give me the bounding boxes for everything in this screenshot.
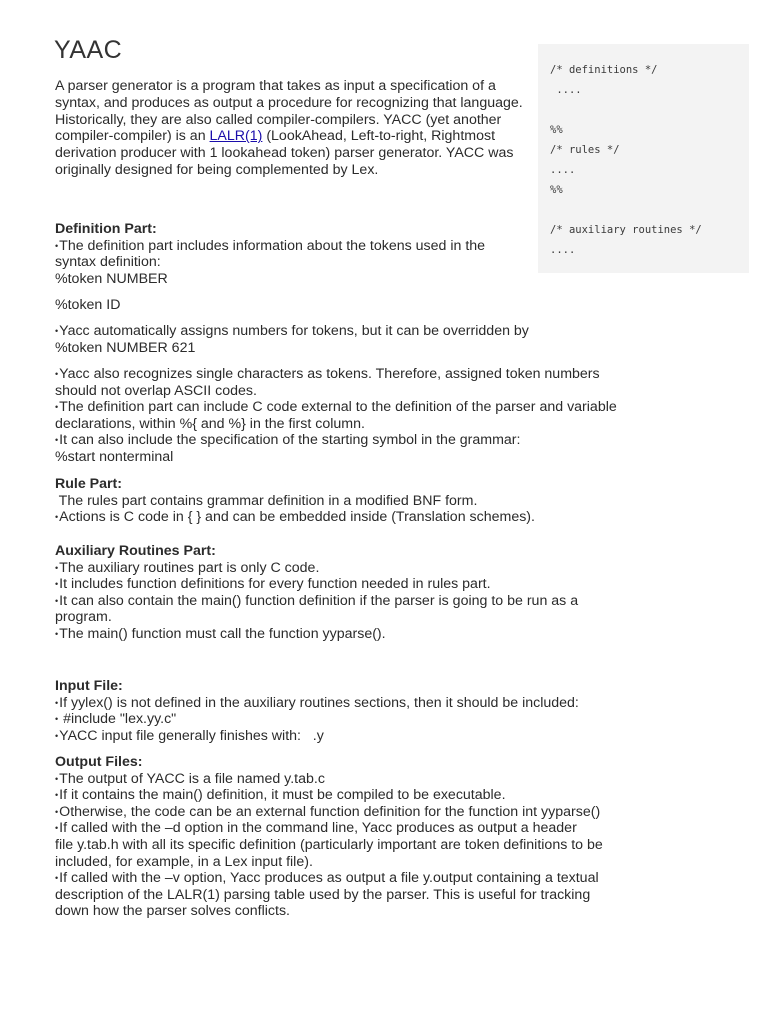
aux-bullet: • The auxiliary routines part is only C code. (55, 560, 705, 577)
input-file-bullet: • If yylex() is not defined in the auxiliary routines sections, then it should be included: (55, 695, 705, 712)
token-621-line: %token NUMBER 621 (55, 339, 196, 356)
output-files-section (55, 754, 705, 920)
definition-bullet: • Yacc automatically assigns numbers for tokens, but it can be overridden by (55, 323, 705, 340)
definition-more (55, 366, 705, 466)
intro-text-continued: (LookAhead, Left-to-right, Rightmost derivation producer with 1 lookahead token) parser generator. YACC was originally designed for being complemented by Lex. (55, 128, 514, 178)
output-files-bullet: • If it contains the main() definition, it must be compiled to be executable. (55, 787, 705, 804)
output-files-text: included, for example, in a Lex input file). (55, 853, 313, 870)
output-files-text: file y.tab.h with all its specific definition (particularly important are token definitions to be (55, 836, 603, 853)
input-file-heading: Input File: (55, 678, 123, 694)
input-file-bullet: • YACC input file generally finishes with: .y (55, 728, 705, 745)
definition-bullet: • Yacc also recognizes single characters as tokens. Therefore, assigned token numbers (55, 366, 705, 383)
intro-paragraph (55, 78, 530, 179)
output-files-bullet: • The output of YACC is a file named y.tab.c (55, 771, 705, 788)
definition-text: should not overlap ASCII codes. (55, 382, 257, 399)
rule-text: The rules part contains grammar definition in a modified BNF form. (55, 492, 478, 509)
start-line: %start nonterminal (55, 448, 174, 465)
aux-bullet: • It includes function definitions for every function needed in rules part. (55, 576, 705, 593)
definition-bullet: • The definition part includes information about the tokens used in the (55, 238, 705, 255)
definition-text: syntax definition: (55, 254, 161, 271)
definition-bullet: • The definition part can include C code external to the definition of the parser and variable (55, 399, 705, 416)
rule-heading: Rule Part: (55, 476, 123, 492)
rule-section (55, 476, 705, 526)
output-files-text: down how the parser solves conflicts. (55, 903, 290, 920)
output-files-bullet: • If called with the –v option, Yacc produces as output a file y.output containing a textual (55, 870, 705, 887)
output-files-bullet: • Otherwise, the code can be an external function definition for the function int yyparse() (55, 804, 705, 821)
intro-text: A parser generator is a program that takes as input a specification of a syntax, and produces as output a procedure for recognizing that language. Historically, they are also called compiler-compilers. YACC (yet another compiler-compiler) is an (55, 78, 523, 145)
aux-bullet: • The main() function must call the function yyparse(). (55, 626, 705, 643)
rule-bullet: • Actions is C code in { } and can be embedded inside (Translation schemes). (55, 509, 705, 526)
input-file-bullet: • #include "lex.yy.c" (55, 711, 705, 728)
definition-text: declarations, within %{ and %} in the first column. (55, 415, 365, 432)
lalr-link[interactable]: LALR(1) (209, 128, 263, 145)
aux-section (55, 543, 705, 643)
output-files-text: description of the LALR(1) parsing table used by the parser. This is useful for tracking (55, 886, 591, 903)
token-id-line: %token ID (55, 297, 121, 313)
output-files-bullet: • If called with the –d option in the command line, Yacc produces as output a header (55, 820, 705, 837)
definition-bullet: • It can also include the specification of the starting symbol in the grammar: (55, 432, 705, 449)
aux-bullet: • It can also contain the main() function definition if the parser is going to be run as a (55, 593, 705, 610)
code-text: /* definitions */ .... %% /* rules */ .... %% /* auxiliary routines */ .... (550, 64, 702, 256)
aux-heading: Auxiliary Routines Part: (55, 543, 216, 559)
definition-section (55, 221, 705, 287)
aux-text: program. (55, 609, 112, 626)
token-number-line: %token NUMBER (55, 270, 168, 287)
output-files-heading: Output Files: (55, 754, 143, 770)
input-file-section (55, 678, 705, 744)
page-title: YAAC (54, 36, 123, 64)
definition-heading: Definition Part: (55, 221, 157, 237)
definition-override (55, 323, 705, 356)
